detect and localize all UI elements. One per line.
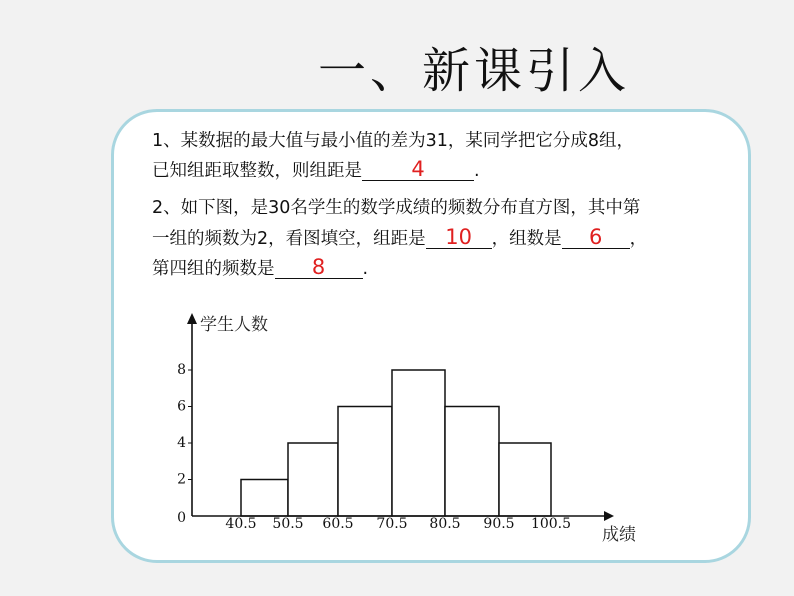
y-tick-label: 2 (177, 471, 186, 488)
y-tick-label: 8 (177, 362, 186, 378)
histogram-bar (288, 443, 338, 516)
y-tick-label: 4 (177, 435, 186, 451)
answer-blank-q1: 4 (362, 158, 474, 181)
question-2-text-c: ， (629, 229, 648, 249)
question-1-line-1: 1、某数据的最大值与最小值的差为31，某同学把它分成8组， (152, 131, 635, 151)
x-tick-label: 70.5 (376, 516, 408, 532)
question-2-text-a: 一组的频数为2，看图填空，组距是 (152, 229, 426, 249)
question-1-end: . (474, 161, 480, 181)
histogram-bar (445, 407, 499, 517)
x-tick-label: 100.5 (530, 516, 572, 532)
question-2-text-d: 第四组的频数是 (152, 259, 275, 279)
answer-blank-groups: 6 (562, 226, 630, 249)
answer-blank-interval: 10 (426, 226, 492, 249)
y-axis-arrow (187, 313, 197, 324)
question-2-text-b: ，组数是 (491, 229, 562, 249)
answer-blank-fourth: 8 (275, 256, 363, 279)
histogram-bar (241, 480, 288, 517)
y-axis-label: 学生人数 (200, 315, 268, 335)
x-tick-label: 50.5 (272, 516, 304, 532)
y-tick-label: 6 (177, 398, 186, 415)
x-axis-arrow (604, 511, 614, 521)
x-tick-label: 60.5 (322, 516, 354, 532)
question-2-line-1: 2、如下图，是30名学生的数学成绩的频数分布直方图，其中第 (152, 198, 641, 218)
x-tick-label: 80.5 (429, 516, 461, 532)
question-2-text-e: . (362, 259, 369, 279)
histogram-bar (338, 407, 392, 517)
slide-title: 一、新课引入 (318, 43, 631, 99)
x-axis-label: 成绩 (602, 525, 636, 545)
question-1-text: 已知组距取整数，则组距是 (152, 161, 362, 181)
histogram-bar (392, 370, 445, 516)
histogram-bar (499, 443, 551, 516)
x-tick-label: 90.5 (483, 516, 515, 532)
y-tick-label: 0 (177, 510, 186, 526)
x-tick-label: 40.5 (225, 516, 257, 532)
